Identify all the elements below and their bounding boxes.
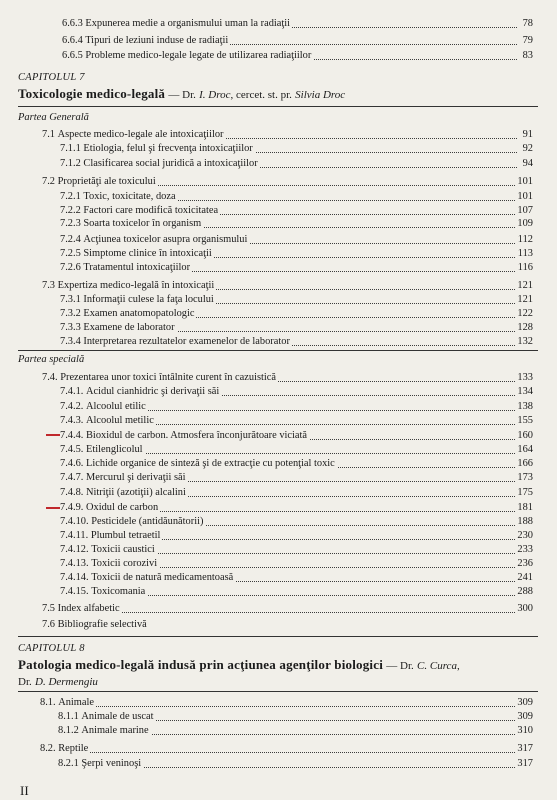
entry-page: 288 [517,586,533,597]
toc-entry [0,293,557,307]
entry-page: 112 [517,234,533,245]
entry-title: Simptome clinice în intoxicaţii [83,248,212,259]
entry-title: Aspecte medico-legale ale intoxicaţiilor [57,129,224,140]
entry-title: Tratamentul intoxicaţiilor [83,262,191,273]
toc-entry [0,501,557,515]
entry-title: Tipuri de leziuni induse de radiaţii [85,35,229,46]
entry-number: 7.3.2 [60,308,81,319]
toc-entry [0,471,557,485]
entry-number: 6.6.5 [62,50,83,61]
chapter-8-title-line2 [18,673,98,689]
entry-title: Animale de uscat [81,711,154,722]
entry-page: 101 [517,191,533,202]
toc-entry [0,371,557,385]
author-prefix: — Dr. [168,89,196,101]
entry-number: 7.3.4 [60,336,81,347]
entry-number: 7.2.3 [60,218,81,229]
entry-title: Expertiza medico-legală în intoxicaţii [57,280,215,291]
entry-number: 8.2.1 [58,758,79,769]
toc-entry [0,486,557,500]
section-heading-general: Partea Generală [18,112,89,123]
toc-entry [0,142,557,156]
toc-entry [0,233,557,247]
author-name: Silvia Droc [295,89,346,101]
entry-title: Soarta toxicelor în organism [83,218,202,229]
toc-entry [0,757,557,771]
entry-page: 317 [517,758,533,769]
entry-title: Index alfabetic [57,603,120,614]
entry-number: 7.2.4 [60,234,81,245]
entry-title: Etiologia, felul şi frecvenţa intoxicaţiilor [83,143,253,154]
entry-number: 7.2.1 [60,191,81,202]
toc-entry [0,321,557,335]
toc-entry [0,217,557,231]
dot-leader [40,706,517,707]
entry-title: Bibliografie selectivă [57,619,147,630]
entry-number: 6.6.3 [62,18,83,29]
entry-number: 7.4.11. [60,530,89,541]
entry-number: 7.4.5. [60,444,84,455]
entry-number: 7.4.13. [60,558,89,569]
chapter-title-text: Toxicologie medico-legală [18,86,166,101]
entry-page: 79 [522,35,533,46]
chapter-7-label: CAPITOLUL 7 [18,72,85,83]
entry-page: 175 [517,487,533,498]
entry-number: 8.1.1 [58,711,79,722]
toc-entry [0,128,557,142]
entry-title: Examene de laborator [83,322,175,333]
entry-page: 138 [517,401,533,412]
entry-title: Nitriţii (azotiţii) alcalini [86,487,186,498]
toc-entry [0,515,557,529]
entry-title: Oxidul de carbon [86,502,159,513]
entry-number: 7.1 [42,129,55,140]
entry-title: Acidul cianhidric şi derivaţii săi [86,386,220,397]
entry-title: Toxic, toxicitate, doza [83,191,176,202]
entry-title: Factori care modifică toxicitatea [83,205,219,216]
entry-number: 8.2. [40,743,56,754]
toc-entry [0,710,557,724]
toc-entry [0,157,557,171]
entry-page: 101 [517,176,533,187]
divider [18,106,538,107]
entry-title: Toxicii corozivi [91,558,158,569]
entry-title: Toxicomania [91,586,146,597]
entry-number: 7.2.2 [60,205,81,216]
entry-page: 160 [517,430,533,441]
toc-entry [0,443,557,457]
margin-mark [46,507,60,509]
toc-entry [0,543,557,557]
entry-page: 164 [517,444,533,455]
entry-page: 181 [517,502,533,513]
entry-page: 300 [517,603,533,614]
toc-entry [0,429,557,443]
entry-page: 173 [517,472,533,483]
entry-page: 309 [517,697,533,708]
toc-entry [0,307,557,321]
entry-title: Animale [58,697,94,708]
margin-mark [46,434,60,436]
entry-page: 121 [517,280,533,291]
entry-title: Reptile [58,743,89,754]
toc-entry [0,279,557,293]
toc-entry [0,261,557,275]
toc-entry [0,204,557,218]
entry-title: Acţiunea toxicelor asupra organismului [83,234,248,245]
entry-page: 121 [517,294,533,305]
entry-title: Mercurul şi derivaţii săi [86,472,186,483]
entry-title: Plumbul tetraetil [90,530,161,541]
toc-entry [0,602,557,616]
entry-title: Pesticidele (antidăunătorii) [91,516,204,527]
entry-number: 7.4.3. [60,415,84,426]
dot-leader [40,752,517,753]
toc-entry [0,414,557,428]
entry-number: 7.4.12. [60,544,89,555]
entry-page: 155 [517,415,533,426]
entry-number: 7.4.7. [60,472,84,483]
author-role: , cercet. st. pr. [230,89,292,101]
chapter-8-title: Patologia medico-legală indusă prin acţiunea agenţilor biologici — Dr. C. Curca, [18,657,460,672]
entry-page: 236 [517,558,533,569]
entry-title: Informaţii culese la faţa locului [83,294,214,305]
entry-number: 7.6 [42,619,55,630]
author-name: I. Droc [199,89,231,101]
entry-number: 7.4.2. [60,401,84,412]
entry-title: Prezentarea unor toxici întâlnite curent în cazuistică [60,372,277,383]
entry-page: 188 [517,516,533,527]
entry-number: 7.4.8. [60,487,84,498]
entry-page: 83 [522,50,533,61]
toc-entry [0,571,557,585]
entry-title: Alcoolul metilic [86,415,154,426]
entry-title: Animale marine [81,725,149,736]
toc-entry [0,49,557,63]
toc-entry [0,175,557,189]
toc-entry [0,696,557,710]
author-prefix: Dr. [18,676,32,688]
author-prefix: — Dr. [386,660,414,672]
toc-entry [0,385,557,399]
entry-title: Etilenglicolul [86,444,143,455]
entry-page: 113 [517,248,533,259]
entry-page: 309 [517,711,533,722]
section-heading-special: Partea specială [18,354,85,365]
entry-page: 233 [517,544,533,555]
entry-page: 133 [517,372,533,383]
entry-page: 92 [522,143,533,154]
entry-title: Toxicii caustici [91,544,155,555]
entry-page: 91 [522,129,533,140]
entry-number: 7.3 [42,280,55,291]
entry-title: Expunerea medie a organismului uman la radiaţii [85,18,291,29]
entry-number: 8.1. [40,697,56,708]
entry-title: Interpretarea rezultatelor examenelor de laborator [83,336,290,347]
divider [18,636,538,637]
divider [18,691,538,692]
toc-entry [0,247,557,261]
entry-title: Lichide organice de sinteză şi de extracţie cu potenţial toxic [86,458,335,469]
toc-entry [0,17,557,31]
author-name: C. Curca [417,660,457,672]
entry-number: 7.4.1. [60,386,84,397]
entry-number: 7.4.9. [60,502,84,513]
toc-entry [0,557,557,571]
entry-number: 7.5 [42,603,55,614]
entry-number: 6.6.4 [62,35,83,46]
entry-page: 241 [517,572,533,583]
divider [18,350,538,351]
entry-number: 8.1.2 [58,725,79,736]
entry-page: 310 [517,725,533,736]
entry-number: 7.3.3 [60,322,81,333]
toc-entry [0,34,557,48]
toc-entry [0,457,557,471]
toc-entry [0,400,557,414]
entry-page: 132 [517,336,533,347]
author-name: D. Dermengiu [35,676,98,688]
entry-number: 7.2 [42,176,55,187]
entry-page: 109 [517,218,533,229]
entry-title: Şerpi veninoşi [81,758,142,769]
entry-page: 134 [517,386,533,397]
entry-page: 230 [517,530,533,541]
toc-entry [0,190,557,204]
entry-page: 116 [517,262,533,273]
entry-page: 94 [522,158,533,169]
entry-page: 317 [517,743,533,754]
toc-entry [0,724,557,738]
toc-entry [0,618,557,632]
entry-title: Examen anatomopatologic [83,308,195,319]
toc-entry [0,585,557,599]
entry-number: 7.4.14. [60,572,89,583]
entry-page: 78 [522,18,533,29]
entry-page: 128 [517,322,533,333]
entry-number: 7.2.6 [60,262,81,273]
entry-number: 7.4.4. [60,430,84,441]
toc-entry [0,742,557,756]
entry-number: 7.1.1 [60,143,81,154]
chapter-title-text: Patologia medico-legală indusă prin acţiunea agenţilor biologici [18,657,384,672]
entry-title: Bioxidul de carbon. Atmosfera înconjurătoare viciată [86,430,308,441]
entry-page: 166 [517,458,533,469]
page-folio: II [20,783,29,798]
entry-title: Clasificarea social juridică a intoxicaţiilor [83,158,258,169]
entry-title: Proprietăţi ale toxicului [57,176,156,187]
entry-number: 7.4. [42,372,58,383]
toc-entry [0,335,557,349]
entry-number: 7.3.1 [60,294,81,305]
entry-number: 7.2.5 [60,248,81,259]
entry-number: 7.4.15. [60,586,89,597]
entry-page: 122 [517,308,533,319]
entry-title: Alcoolul etilic [86,401,146,412]
entry-number: 7.4.10. [60,516,89,527]
toc-entry [0,529,557,543]
chapter-8-label: CAPITOLUL 8 [18,643,85,654]
entry-page: 107 [517,205,533,216]
entry-title: Probleme medico-legale legate de utilizarea radiaţiilor [85,50,312,61]
chapter-7-title [18,86,345,102]
entry-title: Toxicii de natură medicamentoasă [91,572,234,583]
entry-number: 7.1.2 [60,158,81,169]
entry-number: 7.4.6. [60,458,84,469]
